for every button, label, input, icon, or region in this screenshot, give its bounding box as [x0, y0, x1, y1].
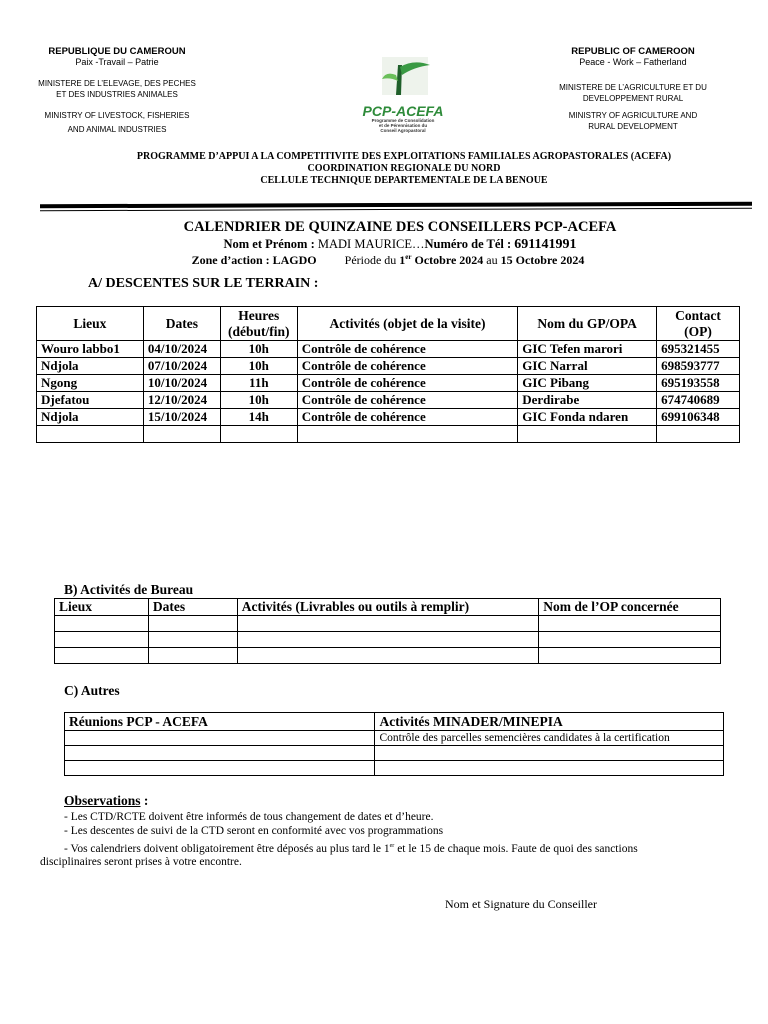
period-label: Période du [344, 253, 397, 267]
col-header-minader: Activités MINADER/MINEPIA [375, 713, 724, 731]
country-en: REPUBLIC OF CAMEROON [571, 46, 695, 57]
cell-activite: Contrôle de cohérence [297, 409, 517, 426]
col-header-contact: Contact (OP) [657, 307, 740, 341]
cell-gp: Derdirabe [518, 392, 657, 409]
table-row [37, 358, 740, 375]
ministry-en-line2: RURAL DEVELOPMENT [588, 122, 678, 131]
cell-date: 07/10/2024 [143, 358, 220, 375]
empty-cell [518, 426, 657, 443]
ministry-fr-line1: MINISTERE DE L’ELEVAGE, DES PECHES [38, 79, 196, 88]
period-au: au [486, 253, 498, 267]
table-header-row [37, 307, 740, 341]
empty-cell [539, 648, 721, 664]
program-line2: COORDINATION REGIONALE DU NORD [307, 163, 501, 174]
col-header-heures: Heures (début/fin) [220, 307, 297, 341]
empty-cell [55, 616, 149, 632]
cell-activite: Contrôle de cohérence [297, 341, 517, 358]
cell-contact: 674740689 [657, 392, 740, 409]
empty-cell [148, 632, 237, 648]
col-header-dates: Dates [143, 307, 220, 341]
cell-heure: 10h [220, 392, 297, 409]
empty-cell [37, 426, 144, 443]
ministry-en-line1: MINISTRY OF AGRICULTURE AND [568, 111, 698, 120]
logo-sub-3: Conseil Agropastoral [380, 128, 426, 133]
observation-line-4: disciplinaires seront prises à votre encontre. [40, 856, 242, 868]
ministry-fr-line1: MINISTERE DE L’AGRICULTURE ET DU [559, 83, 707, 92]
empty-cell [657, 426, 740, 443]
col-header-activites: Activités (Livrables ou outils à remplir) [237, 599, 538, 616]
period-start-day: 1 [399, 253, 406, 267]
empty-cell [65, 746, 375, 761]
observations-heading [64, 793, 148, 809]
logo-name: PCP-ACEFA [362, 103, 444, 119]
table-row [65, 731, 724, 746]
cell-activite: Contrôle de cohérence [297, 392, 517, 409]
col-header-lieux: Lieux [37, 307, 144, 341]
cell-gp: GIC Narral [518, 358, 657, 375]
observations-colon: : [143, 793, 149, 808]
cell-lieu: Ndjola [37, 409, 144, 426]
period-start-sup: er [405, 253, 412, 261]
motto-en: Peace - Work – Fatherland [579, 57, 687, 67]
cell-heure: 10h [220, 341, 297, 358]
section-b-title: B) Activités de Bureau [64, 582, 194, 597]
period-start-rest: Octobre 2024 [414, 253, 484, 267]
table-header-row [55, 599, 721, 616]
logo-sub-1: Programme de Consolidation [371, 118, 435, 123]
cell-gp: GIC Tefen marori [518, 341, 657, 358]
col-header-gp-opa: Nom du GP/OPA [518, 307, 657, 341]
cell-heure: 10h [220, 358, 297, 375]
empty-cell [237, 632, 538, 648]
empty-cell [143, 426, 220, 443]
cell-activite-minader: Contrôle des parcelles semencières candidates à la certification [375, 731, 724, 746]
zone-value: LAGDO [272, 253, 317, 267]
pcp-acefa-logo [352, 55, 454, 133]
table-row-empty [55, 648, 721, 664]
name-label: Nom et Prénom : [223, 237, 315, 251]
empty-cell [297, 426, 517, 443]
signature-label: Nom et Signature du Conseiller [445, 897, 597, 911]
period-end: 15 Octobre 2024 [500, 253, 585, 267]
observation-line-1: - Les CTD/RCTE doivent être informés de tous changement de dates et d’heure. [64, 811, 434, 823]
zone-period-line [0, 253, 768, 268]
cell-date: 10/10/2024 [143, 375, 220, 392]
cell-lieu: Ndjola [37, 358, 144, 375]
tel-value: 691141991 [514, 237, 577, 252]
cell-heure: 11h [220, 375, 297, 392]
identity-line [0, 237, 768, 253]
logo-emblem-icon [352, 55, 454, 99]
cell-lieu: Wouro labbo1 [37, 341, 144, 358]
table-row-empty [55, 632, 721, 648]
program-line1: PROGRAMME D’APPUI A LA COMPETITIVITE DES EXPLOITATIONS FAMILIALES AGROPASTORALES (ACEFA) [136, 151, 672, 162]
col-header-activites: Activités (objet de la visite) [297, 307, 517, 341]
empty-cell [55, 648, 149, 664]
field-visits-table [36, 306, 740, 443]
logo-sub-2: et de Pérennisation du [378, 123, 428, 128]
ministry-en-line1: MINISTRY OF LIVESTOCK, FISHERIES [44, 111, 190, 120]
zone-label: Zone d’action : [191, 253, 270, 267]
empty-cell [55, 632, 149, 648]
table-row [37, 375, 740, 392]
observations-title: Observations [64, 793, 141, 808]
cell-contact: 698593777 [657, 358, 740, 375]
empty-cell [65, 761, 375, 776]
empty-cell [237, 616, 538, 632]
table-row-empty [37, 426, 740, 443]
table-row [37, 341, 740, 358]
cell-contact: 695321455 [657, 341, 740, 358]
obs-line3-a: - Vos calendriers doivent obligatoirement être déposés au plus tard le 1 [64, 842, 390, 855]
section-a-title: A/ DESCENTES SUR LE TERRAIN : [88, 276, 319, 291]
table-row [37, 392, 740, 409]
cell-date: 04/10/2024 [143, 341, 220, 358]
cell-contact: 695193558 [657, 375, 740, 392]
cell-contact: 699106348 [657, 409, 740, 426]
empty-cell [539, 632, 721, 648]
empty-cell [237, 648, 538, 664]
ministry-fr-line2: DEVELOPPEMENT RURAL [582, 94, 684, 103]
empty-cell [539, 616, 721, 632]
col-header-reunions: Réunions PCP - ACEFA [65, 713, 375, 731]
tel-label: Numéro de Tél : [424, 237, 512, 251]
section-c-title: C) Autres [64, 683, 120, 698]
office-activities-table [54, 598, 721, 664]
divider-thin [40, 208, 752, 211]
motto-fr: Paix -Travail – Patrie [75, 57, 159, 67]
country-fr: REPUBLIQUE DU CAMEROUN [48, 46, 186, 57]
empty-cell [375, 746, 724, 761]
cell-lieu: Djefatou [37, 392, 144, 409]
empty-cell [375, 761, 724, 776]
program-line3: CELLULE TECHNIQUE DEPARTEMENTALE DE LA BENOUE [260, 175, 548, 186]
empty-cell [220, 426, 297, 443]
program-header [40, 151, 768, 187]
cell-activite: Contrôle de cohérence [297, 358, 517, 375]
cell-heure: 14h [220, 409, 297, 426]
cell-gp: GIC Pibang [518, 375, 657, 392]
table-row-empty [55, 616, 721, 632]
observation-line-3 [64, 839, 638, 856]
header-left [32, 46, 202, 135]
obs-line3-b: et le 15 de chaque mois. Faute de quoi des sanctions [394, 842, 638, 855]
table-row-empty [65, 746, 724, 761]
document-title: CALENDRIER DE QUINZAINE DES CONSEILLERS PCP-ACEFA [183, 219, 617, 235]
observation-line-2: - Les descentes de suivi de la CTD seront en conformité avec vos programmations [64, 825, 444, 837]
cell-date: 15/10/2024 [143, 409, 220, 426]
cell-activite: Contrôle de cohérence [297, 375, 517, 392]
cell-lieu: Ngong [37, 375, 144, 392]
other-activities-table [64, 712, 724, 776]
name-value: MADI MAURICE… [317, 237, 425, 251]
ministry-fr-line2: ET DES INDUSTRIES ANIMALES [56, 90, 178, 99]
ministry-en-line2: AND ANIMAL INDUSTRIES [67, 125, 167, 134]
cell-date: 12/10/2024 [143, 392, 220, 409]
empty-cell [65, 731, 375, 746]
table-row-empty [65, 761, 724, 776]
header-right [548, 46, 718, 132]
obs-line3-sup: er [389, 843, 395, 849]
empty-cell [148, 616, 237, 632]
table-row [37, 409, 740, 426]
col-header-lieux: Lieux [55, 599, 149, 616]
cell-gp: GIC Fonda ndaren [518, 409, 657, 426]
col-header-dates: Dates [148, 599, 237, 616]
col-header-op: Nom de l’OP concernée [539, 599, 721, 616]
table-header-row [65, 713, 724, 731]
empty-cell [148, 648, 237, 664]
